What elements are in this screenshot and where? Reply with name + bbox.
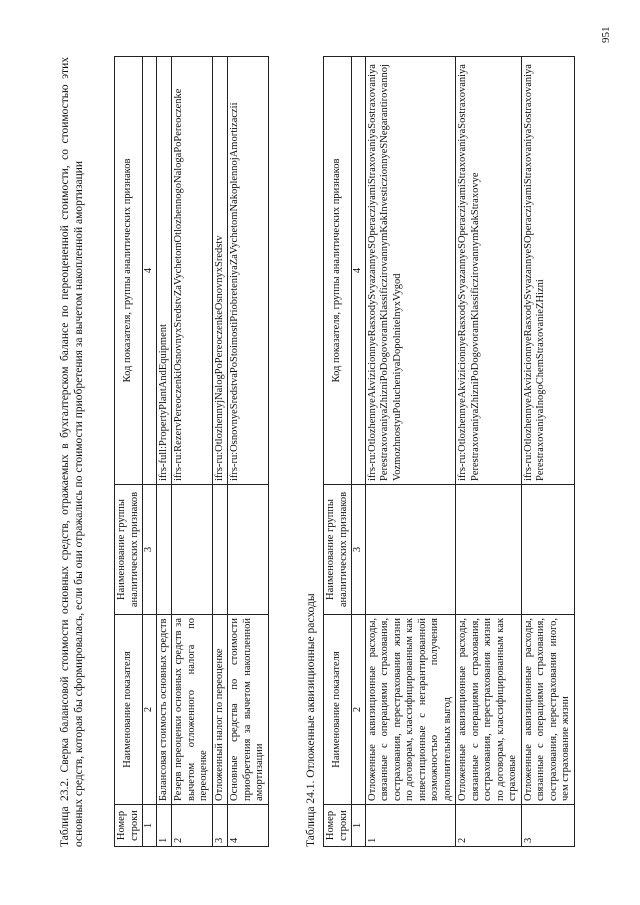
indicator-code: ifrs-ru:OtlozhennyjNalogPoPereoczenkeOsnovnyxSredstv [212, 57, 228, 485]
indicator-code: ifrs-ru:OtlozhennyeAkvizicionnyeRasxodySvyazannyeSOperacziyamiStraxovaniyaSostraxovaniyaPerestraxovaniyaZhizniPoDogovoramKlassificzirovannymKakInvesticzionnyeSNegarantirovannojVozmozhnostyuPolucheniyaDopolnitelnyxVygod [365, 57, 456, 485]
table-row [172, 57, 213, 847]
indicator-name: Резерв переоценки основных средств за вычетом отложенного налога по переоценке [172, 615, 213, 805]
row-number: 3 [521, 805, 574, 847]
header-row [324, 57, 352, 847]
index-cell: 1 [352, 805, 366, 847]
header-row-number: Номер строки [324, 805, 352, 847]
table-row [156, 57, 172, 847]
index-cell: 4 [143, 57, 157, 485]
group-name [156, 485, 172, 615]
group-name [365, 485, 456, 615]
row-number: 3 [212, 805, 228, 847]
table-row [228, 57, 269, 847]
indicator-code: ifrs-ru:RezervPereoczenkiOsnovnyxSredstvZaVychetomOtlozhennogoNalogaPoPereoczenke [172, 57, 213, 485]
index-cell: 1 [143, 805, 157, 847]
header-row-number: Номер строки [115, 805, 143, 847]
header-indicator-name: Наименование показателя [324, 615, 352, 805]
table-row [456, 57, 522, 847]
group-name [172, 485, 213, 615]
group-name [212, 485, 228, 615]
index-cell: 3 [352, 485, 366, 615]
header-group-name: Наименование группы аналитических признаков [115, 485, 143, 615]
table-row [212, 57, 228, 847]
index-cell: 3 [143, 485, 157, 615]
table-row [521, 57, 574, 847]
index-row [143, 57, 157, 847]
indicator-name: Отложенный налог по переоценке [212, 615, 228, 805]
indicator-code: ifrs-ru:OtlozhennyeAkvizicionnyeRasxodySvyazannyeSOperacziyamiStraxovaniyaSostraxovaniyaPerestraxovaniyaZhizniPoDogovoramKlassificzirovannymKakStraxovye [456, 57, 522, 485]
index-cell: 2 [143, 615, 157, 805]
indicator-name: Отложенные аквизиционные расходы, связанные с операциями страхования, сострахования, перестрахования жизни по договорам, классифицированным как страховые [456, 615, 522, 805]
indicator-name: Балансовая стоимость основных средств [156, 615, 172, 805]
table-23-2 [114, 56, 269, 847]
row-number: 2 [456, 805, 522, 847]
header-row [115, 57, 143, 847]
row-number: 1 [365, 805, 456, 847]
indicator-name: Отложенные аквизиционные расходы, связанные с операциями страхования, сострахования, перестрахования жизни по договорам, классифицированным как инвестиционные с негарантированной возможностью получения дополнительных выгод [365, 615, 456, 805]
indicator-code: ifrs-ru:OtlozhennyeAkvizicionnyeRasxodySvyazannyeSOperacziyamiStraxovaniyaSostraxovaniyaPerestraxovaniyaInogoChemStraxovanieZHizni [521, 57, 574, 485]
header-code: Код показателя, группы аналитических признаков [324, 57, 352, 485]
index-cell: 2 [352, 615, 366, 805]
group-name [521, 485, 574, 615]
indicator-code: ifrs-ru:OsnovnyeSredstvaPoStoimostiPriobreteniyaZaVychetomNakoplennojAmortizaczii [228, 57, 269, 485]
row-number: 4 [228, 805, 269, 847]
group-name [456, 485, 522, 615]
indicator-name: Отложенные аквизиционные расходы, связанные с операциями страхования, сострахования, перестрахования иного, чем страхование жизни [521, 615, 574, 805]
table-row [365, 57, 456, 847]
header-indicator-name: Наименование показателя [115, 615, 143, 805]
index-cell: 4 [352, 57, 366, 485]
header-group-name: Наименование группы аналитических признаков [324, 485, 352, 615]
indicator-code: ifrs-full:PropertyPlantAndEquipment [156, 57, 172, 485]
header-code: Код показателя, группы аналитических признаков [115, 57, 143, 485]
table-24-1 [323, 56, 575, 847]
row-number: 1 [156, 805, 172, 847]
index-row [352, 57, 366, 847]
row-number: 2 [172, 805, 213, 847]
page-number: 951 [600, 26, 612, 43]
group-name [228, 485, 269, 615]
table-23-2-caption: Таблица 23.2. Сверка балансовой стоимости основных средств, отражаемых в бухгалтерском балансе по переоцененной стоимости, со стоимостью этих основных средств, которая бы сформировалась, если бы они отражались по стоимости приобретения за вычетом накопленной амортизации [59, 57, 85, 847]
table-24-1-caption: Таблица 24.1. Отложенные аквизиционные расходы [305, 593, 317, 847]
indicator-name: Основные средства по стоимости приобретения за вычетом накопленной амортизации [228, 615, 269, 805]
